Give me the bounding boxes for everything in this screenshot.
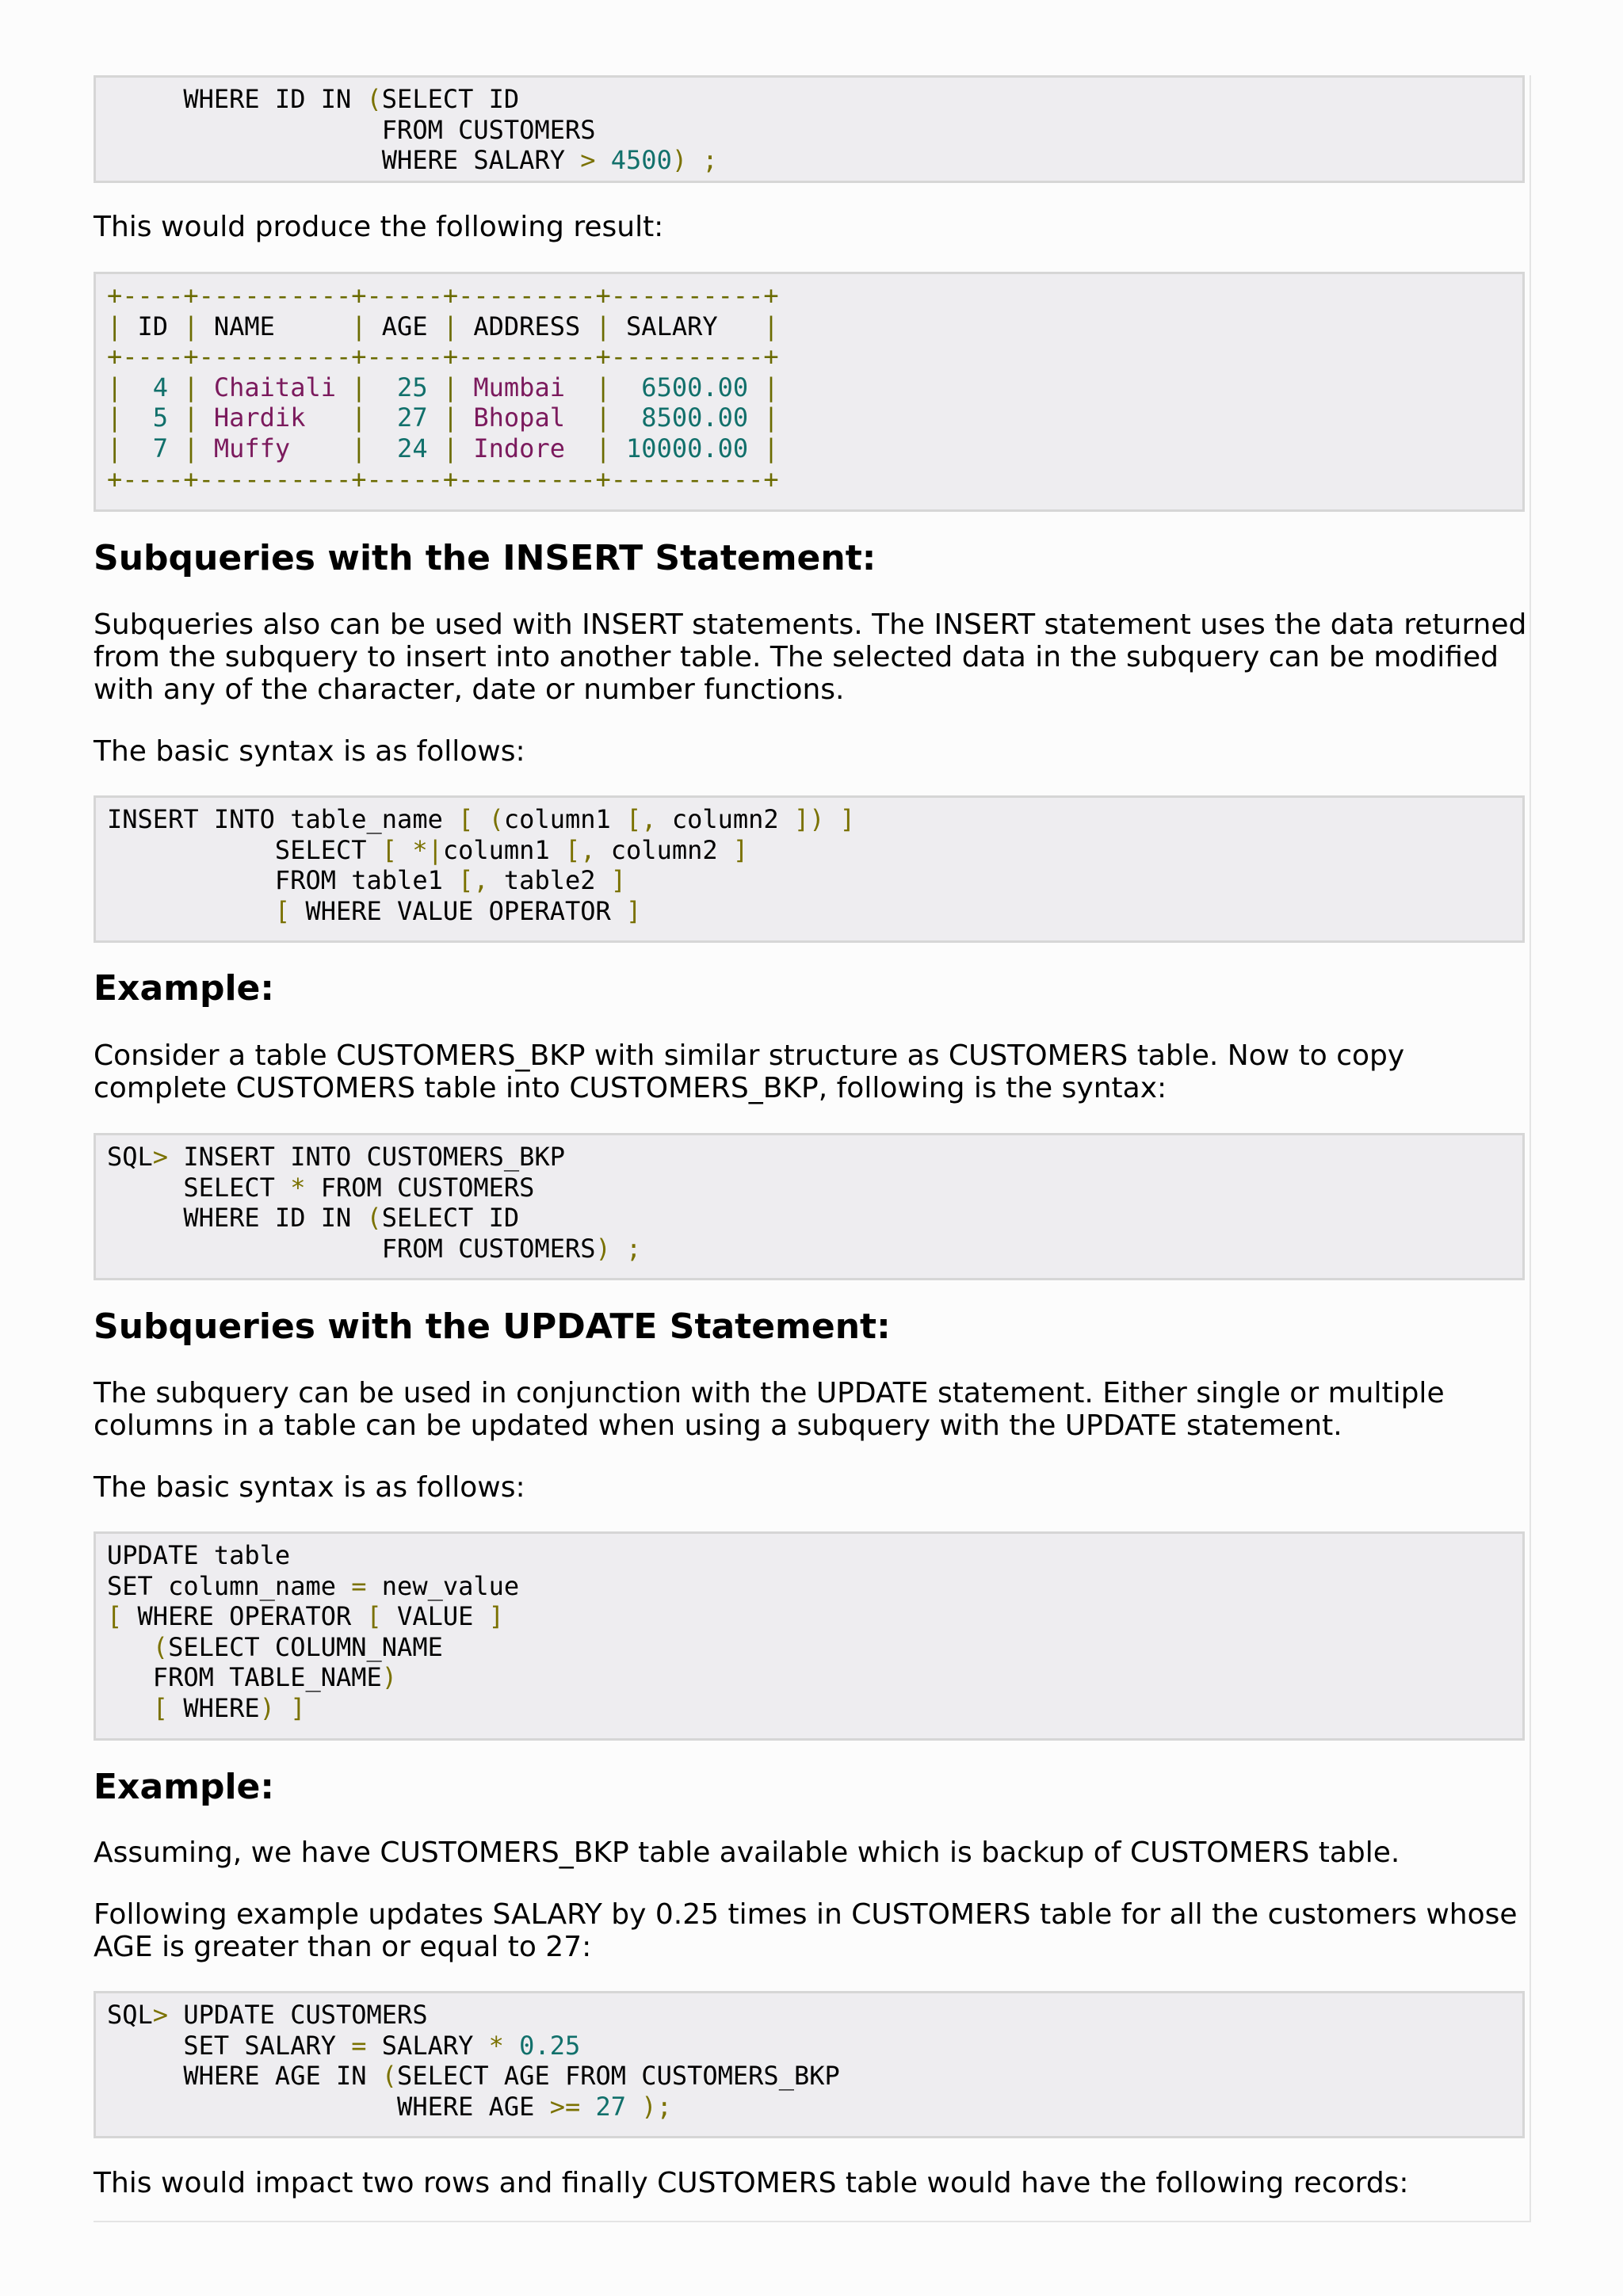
code-token: | (442, 311, 459, 341)
code-token: WHERE ID IN (107, 84, 367, 114)
code-block-result-table (94, 272, 1525, 512)
code-token: FROM TABLE_NAME (107, 1662, 382, 1693)
code-token: 6500.00 (641, 372, 749, 402)
code-token (611, 402, 642, 433)
code-token (458, 372, 473, 402)
code-token: ]) (793, 804, 825, 834)
code-token: SELECT ID (381, 84, 520, 114)
code-line (107, 2000, 1511, 2031)
code-token: ] (839, 804, 856, 834)
code-block-update-example (94, 1991, 1525, 2138)
code-token: | (763, 433, 779, 463)
code-token (199, 402, 214, 433)
code-token (367, 433, 398, 463)
code-token: 27 (397, 402, 428, 433)
code-token: | (595, 402, 611, 433)
code-token: | (763, 311, 779, 341)
code-token (611, 372, 642, 402)
code-token: > (152, 1142, 169, 1172)
code-block-subquery-select (94, 75, 1525, 183)
code-token (168, 372, 183, 402)
code-token: [ (366, 1601, 382, 1632)
code-token: SALARY (610, 311, 764, 341)
code-token: = (351, 1570, 367, 1601)
code-token: ] (626, 895, 642, 926)
code-token: * (488, 2030, 504, 2061)
code-token (428, 402, 443, 433)
code-token (748, 433, 763, 463)
code-token (748, 402, 763, 433)
code-line (107, 2092, 1511, 2122)
code-token: ( (488, 804, 504, 834)
code-token: UPDATE table (107, 1540, 291, 1570)
page-bottom-border (94, 2221, 1531, 2222)
code-token: column1 (503, 804, 627, 834)
code-token: 0.25 (519, 2030, 581, 2061)
code-token: FROM CUSTOMERS (107, 1233, 596, 1264)
heading-example-update: Example: (94, 1767, 274, 1807)
paragraph-insert-example-description: Consider a table CUSTOMERS_BKP with similar structure as CUSTOMERS table. Now to copy complete CUSTOMERS table into CUSTOMERS_BKP, following is the syntax: (94, 1039, 1405, 1104)
code-line (107, 1632, 1511, 1663)
code-token: AGE (366, 311, 443, 341)
code-token: Muffy (213, 433, 291, 463)
code-line (107, 1540, 1511, 1571)
paragraph-final-records-intro: This would impact two rows and finally CUSTOMERS table would have the following records: (94, 2167, 1409, 2199)
code-token: ID (122, 311, 184, 341)
code-token: WHERE AGE (107, 2091, 550, 2122)
code-token (504, 2031, 519, 2061)
code-token: +----+----------+-----+---------+----------+ (107, 463, 779, 494)
code-line (107, 1662, 1511, 1693)
code-token (122, 402, 153, 433)
code-token: | (442, 402, 459, 433)
paragraph-result-intro: This would produce the following result: (94, 211, 664, 243)
code-token: ( (381, 2061, 398, 2092)
code-line (107, 372, 1511, 403)
paragraph-backup-assumption: Assuming, we have CUSTOMERS_BKP table available which is backup of CUSTOMERS table. (94, 1836, 1400, 1869)
code-token: INSERT INTO table_name (107, 804, 459, 834)
code-token (397, 835, 412, 865)
code-token: ( (366, 1203, 382, 1234)
code-token: SQL (107, 1142, 153, 1172)
code-block-insert-example (94, 1133, 1525, 1280)
code-token: Chaitali (213, 372, 336, 402)
code-token: FROM CUSTOMERS (107, 114, 596, 145)
code-token (565, 372, 596, 402)
code-token: | (107, 402, 123, 433)
code-line (107, 896, 1511, 927)
code-token: [ (458, 804, 474, 834)
code-token: ) (381, 1662, 398, 1693)
code-line (107, 1203, 1511, 1234)
code-line (107, 835, 1511, 866)
code-token: SELECT (107, 834, 382, 865)
code-token: SET column_name (107, 1570, 352, 1601)
code-token: | (595, 372, 611, 402)
code-token (199, 372, 214, 402)
code-token: 24 (397, 433, 428, 463)
code-token: [, (626, 804, 657, 834)
code-token: column2 (656, 804, 794, 834)
code-token: 10000.00 (626, 433, 749, 463)
code-token: | (763, 402, 779, 433)
code-token: table2 (488, 865, 611, 896)
code-token (748, 372, 763, 402)
code-token: > (152, 2000, 169, 2030)
code-token: [ (107, 1601, 123, 1632)
code-block-update-syntax (94, 1531, 1525, 1741)
code-token: NAME (198, 311, 352, 341)
heading-example-insert: Example: (94, 968, 274, 1009)
code-token: WHERE ID IN (107, 1203, 367, 1234)
paragraph-insert-description: Subqueries also can be used with INSERT statements. The INSERT statement uses the data returned from the subquery to insert into another table. The selected data in the subquery can be modified with any of the character, date or number functions. (94, 608, 1527, 706)
heading-update-subqueries: Subqueries with the UPDATE Statement: (94, 1306, 891, 1347)
code-token: FROM CUSTOMERS (305, 1172, 535, 1203)
code-token (107, 896, 275, 926)
code-token (290, 433, 351, 463)
code-token: ] (290, 1692, 306, 1723)
code-token: 5 (152, 402, 169, 433)
code-token: Hardik (213, 402, 306, 433)
code-token: Indore (473, 433, 565, 463)
code-line (107, 311, 1511, 342)
code-token (428, 433, 443, 463)
code-token (458, 433, 473, 463)
code-line (107, 1693, 1511, 1724)
code-token: | (351, 372, 367, 402)
code-token: VALUE (381, 1601, 489, 1632)
code-token: | (595, 311, 611, 341)
code-line (107, 804, 1511, 835)
code-token: +----+----------+-----+---------+----------+ (107, 341, 779, 372)
code-token (458, 402, 473, 433)
code-token: Bhopal (473, 402, 565, 433)
code-token: | (442, 372, 459, 402)
code-token: SET SALARY (107, 2030, 352, 2061)
code-token: WHERE OPERATOR (122, 1601, 367, 1632)
code-line (107, 341, 1511, 372)
code-token: SQL (107, 2000, 153, 2030)
code-token (596, 145, 611, 175)
code-token: 25 (397, 372, 428, 402)
paragraph-update-syntax-intro: The basic syntax is as follows: (94, 1471, 525, 1504)
code-token: >= (549, 2091, 581, 2122)
code-token (336, 372, 351, 402)
code-token (122, 433, 153, 463)
code-token: [ (274, 895, 291, 926)
code-token (199, 433, 214, 463)
code-token: * (290, 1172, 306, 1203)
code-token (580, 2092, 595, 2122)
code-token: 7 (152, 433, 169, 463)
code-token: ] (488, 1601, 504, 1632)
code-token: | (351, 433, 367, 463)
code-token: [, (458, 865, 489, 896)
code-token (367, 372, 398, 402)
code-line (107, 1234, 1511, 1264)
code-token: INSERT INTO CUSTOMERS_BKP (168, 1142, 565, 1172)
code-token (168, 433, 183, 463)
code-token: WHERE AGE IN (107, 2061, 382, 2092)
code-line (107, 2031, 1511, 2061)
code-token (367, 402, 398, 433)
code-token: ) (259, 1692, 275, 1723)
code-token (824, 804, 839, 834)
code-token: ( (366, 84, 382, 114)
code-token: ( (152, 1631, 169, 1662)
code-token (473, 804, 488, 834)
code-token (626, 2092, 641, 2122)
code-token (305, 402, 351, 433)
code-token: SELECT ID (381, 1203, 520, 1234)
code-token: WHERE SALARY (107, 145, 581, 176)
code-token (275, 1693, 290, 1723)
code-token: WHERE (168, 1692, 260, 1723)
code-token: ) (595, 1233, 611, 1264)
code-line (107, 402, 1511, 433)
code-token: SELECT AGE FROM CUSTOMERS_BKP (397, 2061, 840, 2092)
code-token: [ (381, 834, 398, 865)
code-line (107, 280, 1511, 311)
code-token: Mumbai (473, 372, 565, 402)
code-token: 8500.00 (641, 402, 749, 433)
code-line (107, 433, 1511, 464)
code-token: | (107, 433, 123, 463)
code-token (565, 433, 596, 463)
code-token: = (351, 2030, 367, 2061)
code-token (565, 402, 596, 433)
code-token: ] (732, 834, 749, 865)
code-line (107, 1142, 1511, 1173)
code-token (107, 1632, 153, 1662)
code-token: | (595, 433, 611, 463)
code-line (107, 1601, 1511, 1632)
code-token (107, 1693, 153, 1723)
code-token: | (183, 372, 199, 402)
code-token (611, 433, 626, 463)
code-token (168, 402, 183, 433)
code-token: | (763, 372, 779, 402)
code-token: SELECT COLUMN_NAME (168, 1631, 443, 1662)
code-token: ; (610, 1233, 642, 1264)
code-token: 4 (152, 372, 169, 402)
code-token: column2 (595, 834, 733, 865)
code-token: | (442, 433, 459, 463)
code-token: SALARY (366, 2030, 489, 2061)
paragraph-update-description: The subquery can be used in conjunction with the UPDATE statement. Either single or multiple columns in a table can be updated when using a subquery with the UPDATE statement. (94, 1377, 1445, 1442)
code-token: 4500 (610, 145, 672, 176)
code-line (107, 464, 1511, 495)
heading-insert-subqueries: Subqueries with the INSERT Statement: (94, 538, 876, 578)
code-block-insert-syntax (94, 795, 1525, 943)
code-token: | (183, 433, 199, 463)
code-token: +----+----------+-----+---------+----------+ (107, 280, 779, 311)
code-token: [, (564, 834, 596, 865)
code-token: UPDATE CUSTOMERS (168, 2000, 428, 2030)
code-line (107, 84, 1511, 115)
code-line (107, 2061, 1511, 2092)
code-token: column1 (442, 834, 565, 865)
code-token: | (183, 311, 199, 341)
code-token: SELECT (107, 1172, 291, 1203)
paragraph-update-example-description: Following example updates SALARY by 0.25 times in CUSTOMERS table for all the customers whose AGE is greater than or equal to 27: (94, 1898, 1518, 1963)
code-line (107, 145, 1511, 176)
code-token: > (580, 145, 596, 176)
code-token: ] (610, 865, 627, 896)
code-token: | (107, 372, 123, 402)
code-line (107, 115, 1511, 146)
code-token: WHERE VALUE OPERATOR (290, 895, 627, 926)
code-token (122, 372, 153, 402)
code-token: 27 (595, 2091, 627, 2122)
code-line (107, 1571, 1511, 1602)
code-line (107, 1173, 1511, 1203)
code-token (428, 372, 443, 402)
code-token: | (351, 402, 367, 433)
code-token: ; (687, 145, 718, 176)
code-token: new_value (366, 1570, 520, 1601)
code-token: [ (152, 1692, 169, 1723)
code-token: | (107, 311, 123, 341)
code-token: | (351, 311, 367, 341)
code-token: ) (671, 145, 688, 176)
paragraph-insert-syntax-intro: The basic syntax is as follows: (94, 735, 525, 768)
code-token: ADDRESS (458, 311, 596, 341)
code-line (107, 865, 1511, 896)
code-token: ); (641, 2091, 672, 2122)
code-token: *| (412, 834, 443, 865)
code-token: FROM table1 (107, 865, 459, 896)
code-token: | (183, 402, 199, 433)
